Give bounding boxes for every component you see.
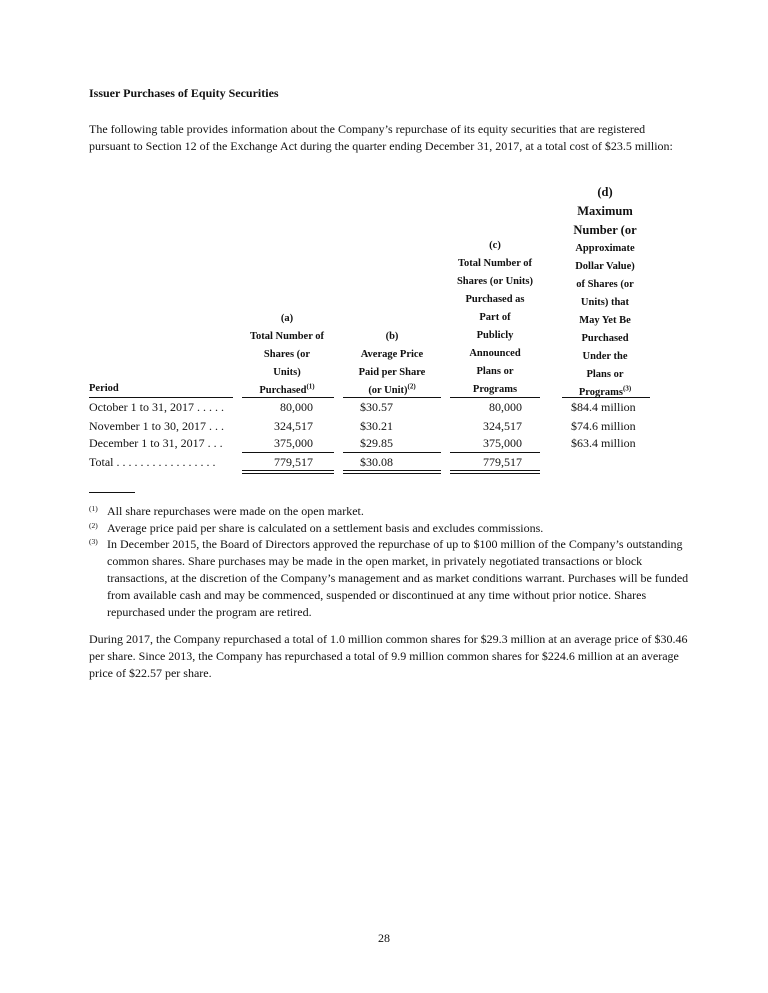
row-period: October 1 to 31, 2017 . . . . . xyxy=(89,400,224,414)
footnote-text: Average price paid per share is calculated on a settlement basis and excludes commissions. xyxy=(107,521,544,535)
header-rule xyxy=(562,397,650,398)
row-col-a: 324,517 xyxy=(274,419,313,433)
col-b-line: (b) xyxy=(385,331,399,342)
footnote-text: In December 2015, the Board of Directors approved the repurchase of up to $100 million of the Company’s outstanding common shares. Share purchases may be made in the open market, in privately negotiated transactions or block transactions, at the discretion of the Company’s management and as market conditions warrant. Purchases will be funded from available cash and may be commenced, suspended or discontinued at any time without prior notice. Shares repurchased under the program are retired. xyxy=(107,537,689,619)
header-rule xyxy=(89,397,233,398)
page-number: 28 xyxy=(378,931,390,945)
col-c-line: Purchased as xyxy=(465,294,525,305)
footnote xyxy=(89,536,697,621)
col-d-line: Programs xyxy=(578,387,623,398)
footnote xyxy=(89,503,697,520)
col-d-line: of Shares (or xyxy=(576,279,634,290)
row-col-d: $63.4 million xyxy=(571,436,636,450)
double-rule xyxy=(242,470,334,471)
col-b-line: Average Price xyxy=(360,349,424,360)
row-period: November 1 to 30, 2017 . . . xyxy=(89,419,224,433)
col-b-line: (or Unit) xyxy=(368,385,408,396)
col-c-line: Part of xyxy=(479,312,511,323)
row-col-b: $30.08 xyxy=(360,455,393,469)
row-col-d: $84.4 million xyxy=(571,400,636,414)
header-rule xyxy=(242,397,334,398)
col-d-line: Units) that xyxy=(580,297,630,308)
footnote-ref: (1) xyxy=(306,382,315,391)
total-rule xyxy=(242,452,334,453)
col-period-header: Period xyxy=(89,383,119,394)
double-rule xyxy=(450,473,540,474)
row-col-c: 324,517 xyxy=(483,419,522,433)
row-col-d: $74.6 million xyxy=(571,419,636,433)
col-b-line: Paid per Share xyxy=(358,367,426,378)
total-rule xyxy=(343,452,441,453)
col-d-line: May Yet Be xyxy=(579,315,631,326)
col-c-line: Programs xyxy=(472,384,518,395)
col-a-line: Total Number of xyxy=(249,331,325,342)
double-rule xyxy=(343,470,441,471)
footnote xyxy=(89,520,697,537)
col-c-line: Shares (or Units) xyxy=(456,276,534,287)
col-a-line: Units) xyxy=(273,367,301,378)
col-a-header xyxy=(232,310,342,400)
row-col-c: 779,517 xyxy=(483,455,522,469)
footnote-number: (1) xyxy=(89,504,98,513)
header-rule xyxy=(450,397,540,398)
intro-paragraph: The following table provides information about the Company’s repurchase of its equity securities that are registered pursuant to Section 12 of the Exchange Act during the quarter ending December 31, 2017, at a total cost of $23.5 million: xyxy=(89,122,673,153)
row-period: December 1 to 31, 2017 . . . xyxy=(89,436,223,450)
footnote-ref: (2) xyxy=(407,382,416,391)
row-col-b: $30.57 xyxy=(360,400,393,414)
total-rule xyxy=(450,452,540,453)
double-rule xyxy=(450,470,540,471)
row-col-a: 779,517 xyxy=(274,455,313,469)
footnote-number: (3) xyxy=(89,537,98,546)
col-a-line: Shares (or xyxy=(263,349,311,360)
row-col-c: 80,000 xyxy=(489,400,522,414)
col-d-line: Under the xyxy=(582,351,628,362)
row-col-b: $30.21 xyxy=(360,419,393,433)
footnote-number: (2) xyxy=(89,521,98,530)
footnote-text: All share repurchases were made on the open market. xyxy=(107,504,364,518)
col-d-header xyxy=(560,183,650,402)
col-b-header xyxy=(342,328,442,400)
col-d-line: Approximate xyxy=(575,243,635,254)
row-col-a: 375,000 xyxy=(274,436,313,450)
col-d-line: Number (or xyxy=(573,223,637,237)
col-a-line: (a) xyxy=(280,313,294,324)
col-c-line: (c) xyxy=(489,240,501,251)
footnote-separator xyxy=(89,492,135,493)
col-d-line: Maximum xyxy=(577,204,633,218)
closing-paragraph: During 2017, the Company repurchased a total of 1.0 million common shares for $29.3 million at an average price of $30.46 per share. Since 2013, the Company has repurchased a total of 9.9 million common shares for $224.6 million at an average price of $22.57 per share. xyxy=(89,632,688,680)
col-c-header xyxy=(443,237,547,399)
header-rule xyxy=(343,397,441,398)
section-heading: Issuer Purchases of Equity Securities xyxy=(89,86,279,100)
footnote-ref: (3) xyxy=(622,384,632,393)
row-col-a: 80,000 xyxy=(280,400,313,414)
col-d-line: Purchased xyxy=(581,333,629,344)
double-rule xyxy=(343,473,441,474)
col-d-line: (d) xyxy=(597,185,613,199)
row-col-c: 375,000 xyxy=(483,436,522,450)
col-a-line: Purchased xyxy=(259,385,307,396)
col-c-line: Plans or xyxy=(476,366,514,377)
col-c-line: Publicly xyxy=(476,330,514,341)
col-c-line: Announced xyxy=(469,348,521,359)
row-col-b: $29.85 xyxy=(360,436,393,450)
double-rule xyxy=(242,473,334,474)
col-c-line: Total Number of xyxy=(457,258,533,269)
col-d-line: Plans or xyxy=(586,369,624,380)
col-d-line: Dollar Value) xyxy=(575,261,635,272)
row-period: Total . . . . . . . . . . . . . . . . . xyxy=(89,455,216,469)
